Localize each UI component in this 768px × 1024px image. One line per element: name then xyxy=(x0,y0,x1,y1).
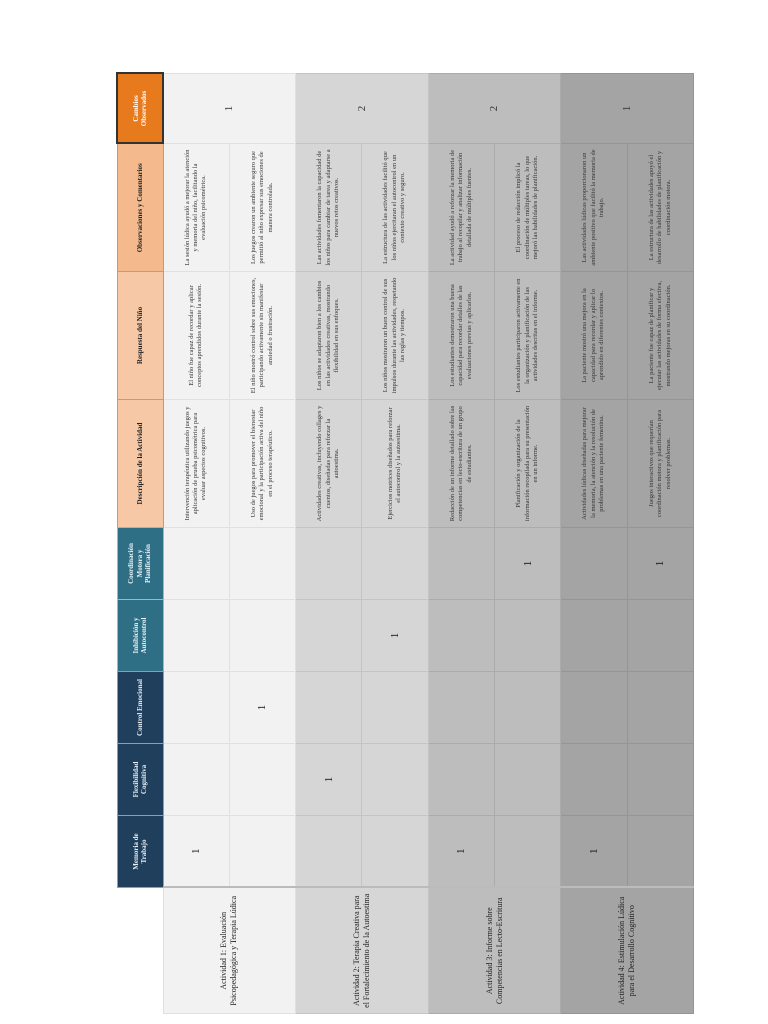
control-cell xyxy=(163,672,229,744)
control-cell xyxy=(296,672,362,744)
flexibilidad-cell xyxy=(495,744,561,816)
header-row xyxy=(117,74,163,1014)
memoria-cell: 1 xyxy=(561,816,627,888)
executive-functions-table xyxy=(116,73,694,1015)
observaciones-cell: La actividad ayudó a reforzar la memoria de trabajo al recopilar y analizar información detallada de múltiples fuentes. xyxy=(428,144,494,272)
flexibilidad-cell xyxy=(627,744,693,816)
inhibicion-cell: 1 xyxy=(362,600,428,672)
respuesta-cell: Los niños mostraron un buen control de sus impulsos durante las actividades, respetando las reglas y tiempos. xyxy=(362,272,428,400)
header-respuesta: Respuesta del Niño xyxy=(117,272,163,400)
inhibicion-cell xyxy=(163,600,229,672)
flexibilidad-cell xyxy=(561,744,627,816)
inhibicion-cell xyxy=(229,600,295,672)
inhibicion-cell xyxy=(495,600,561,672)
coordinacion-cell xyxy=(229,528,295,600)
table-row xyxy=(362,74,428,1014)
flexibilidad-cell xyxy=(229,744,295,816)
inhibicion-cell xyxy=(627,600,693,672)
memoria-cell xyxy=(362,816,428,888)
memoria-cell xyxy=(296,816,362,888)
respuesta-cell: La paciente fue capaz de planificar y ejecutar las actividades de forma efectiva, mostrando mejoras en su coordinación. xyxy=(627,272,693,400)
memoria-cell: 1 xyxy=(163,816,229,888)
memoria-cell: 1 xyxy=(428,816,494,888)
observaciones-cell: Los juegos crearon un ambiente seguro que permitió al niño expresar sus emociones de manera controlada. xyxy=(229,144,295,272)
inhibicion-cell xyxy=(561,600,627,672)
memoria-cell xyxy=(495,816,561,888)
coordinacion-cell xyxy=(163,528,229,600)
respuesta-cell: Los estudiantes participaron activamente en la organización y planificación de las actividades descritas en el informe. xyxy=(495,272,561,400)
descripcion-cell: Ejercicios motrices diseñados para reforzar el autocontrol y la autoestima. xyxy=(362,400,428,528)
flexibilidad-cell xyxy=(362,744,428,816)
respuesta-cell: El niño mostró control sobre sus emociones, participando activamente sin manifestar ansiedad o frustración. xyxy=(229,272,295,400)
cambios-cell: 1 xyxy=(163,74,296,144)
control-cell: 1 xyxy=(229,672,295,744)
observaciones-cell: La sesión lúdica ayudó a mejorar la atención y memoria del niño, facilitando la evaluación psicométrica. xyxy=(163,144,229,272)
descripcion-cell: Juegos interactivos que requerían coordinación motora y planificación para resolver problemas. xyxy=(627,400,693,528)
coordinacion-cell xyxy=(561,528,627,600)
respuesta-cell: Los niños se adaptaron bien a los cambios en las actividades creativas, mostrando flexibilidad en sus enfoques. xyxy=(296,272,362,400)
coordinacion-cell xyxy=(428,528,494,600)
control-cell xyxy=(495,672,561,744)
header-coordinacion: Coordinación Motora y Planificación xyxy=(117,528,163,600)
table-row xyxy=(495,74,561,1014)
descripcion-cell: Uso de juegos para promover el bienestar emocional y la participación activa del niño en el proceso terapéutico. xyxy=(229,400,295,528)
cambios-cell: 2 xyxy=(428,74,561,144)
descripcion-cell: Actividades lúdicas diseñadas para mejorar la memoria, la atención y la resolución de problemas en una paciente femenina. xyxy=(561,400,627,528)
header-cambios: Cambios Observados xyxy=(117,74,163,144)
coordinacion-cell xyxy=(296,528,362,600)
control-cell xyxy=(428,672,494,744)
observaciones-cell: Las actividades fomentaron la capacidad de los niños para cambiar de tarea y adaptarse a nuevos retos creativos. xyxy=(296,144,362,272)
flexibilidad-cell xyxy=(163,744,229,816)
descripcion-cell: Actividades creativas, incluyendo collages y cuentos, diseñadas para reforzar la autoestima. xyxy=(296,400,362,528)
control-cell xyxy=(627,672,693,744)
activity-name: Actividad 4: Estimulación Lúdica para el Desarrollo Cognitivo xyxy=(561,888,694,1014)
descripcion-cell: Redacción de un informe detallado sobre las competencias en lecto-escritura de un grupo de estudiantes. xyxy=(428,400,494,528)
table-row xyxy=(627,74,693,1014)
header-flexibilidad: Flexibilidad Cognitiva xyxy=(117,744,163,816)
rotated-table-page xyxy=(116,74,694,1014)
activity-name: Actividad 1: Evaluación Psicopedagógica y Terapia Lúdica xyxy=(163,888,296,1014)
observaciones-cell: El proceso de redacción implicó la coordinación de múltiples tareas, lo que mejoró las habilidades de planificación. xyxy=(495,144,561,272)
header-activity xyxy=(117,888,163,1014)
observaciones-cell: Las actividades lúdicas proporcionaron un ambiente positivo que facilitó la memoria de trabajo. xyxy=(561,144,627,272)
cambios-cell: 2 xyxy=(296,74,429,144)
header-inhibicion: Inhibición y Autocontrol xyxy=(117,600,163,672)
table-row xyxy=(428,74,494,1014)
activity-name: Actividad 3: Informe sobre Competencias en Lecto-Escritura xyxy=(428,888,561,1014)
table-row xyxy=(229,74,295,1014)
header-control: Control Emocional xyxy=(117,672,163,744)
memoria-cell xyxy=(627,816,693,888)
control-cell xyxy=(561,672,627,744)
table-row xyxy=(561,74,627,1014)
coordinacion-cell xyxy=(362,528,428,600)
flexibilidad-cell xyxy=(428,744,494,816)
table-row xyxy=(296,74,362,1014)
respuesta-cell: Los estudiantes demostraron una buena capacidad para recordar detalles de las evaluaciones previas y aplicarlos. xyxy=(428,272,494,400)
header-observaciones: Observaciones y Comentarios xyxy=(117,144,163,272)
inhibicion-cell xyxy=(296,600,362,672)
control-cell xyxy=(362,672,428,744)
header-memoria: Memoria de Trabajo xyxy=(117,816,163,888)
descripcion-cell: Planificación y organización de la información recopilada para su presentación en un informe. xyxy=(495,400,561,528)
table-row xyxy=(163,74,229,1014)
activity-name: Actividad 2: Terapia Creativa para el Fortalecimiento de la Autoestima xyxy=(296,888,429,1014)
observaciones-cell: La estructura de las actividades facilitó que los niños ejercitaran el autocontrol en un contexto creativo y seguro. xyxy=(362,144,428,272)
flexibilidad-cell: 1 xyxy=(296,744,362,816)
memoria-cell xyxy=(229,816,295,888)
descripcion-cell: Intervención terapéutica utilizando juegos y aplicación de prueba psicométrica para evaluar aspectos cognitivos. xyxy=(163,400,229,528)
respuesta-cell: La paciente mostró una mejora en la capacidad para recordar y aplicar lo aprendido en diferentes contextos. xyxy=(561,272,627,400)
observaciones-cell: La estructura de las actividades apoyó el desarrollo de habilidades de planificación y coordinación motora. xyxy=(627,144,693,272)
cambios-cell: 1 xyxy=(561,74,694,144)
inhibicion-cell xyxy=(428,600,494,672)
respuesta-cell: El niño fue capaz de recordar y aplicar conceptos aprendidos durante la sesión. xyxy=(163,272,229,400)
coordinacion-cell: 1 xyxy=(495,528,561,600)
header-descripcion: Descripción de la Actividad xyxy=(117,400,163,528)
coordinacion-cell: 1 xyxy=(627,528,693,600)
